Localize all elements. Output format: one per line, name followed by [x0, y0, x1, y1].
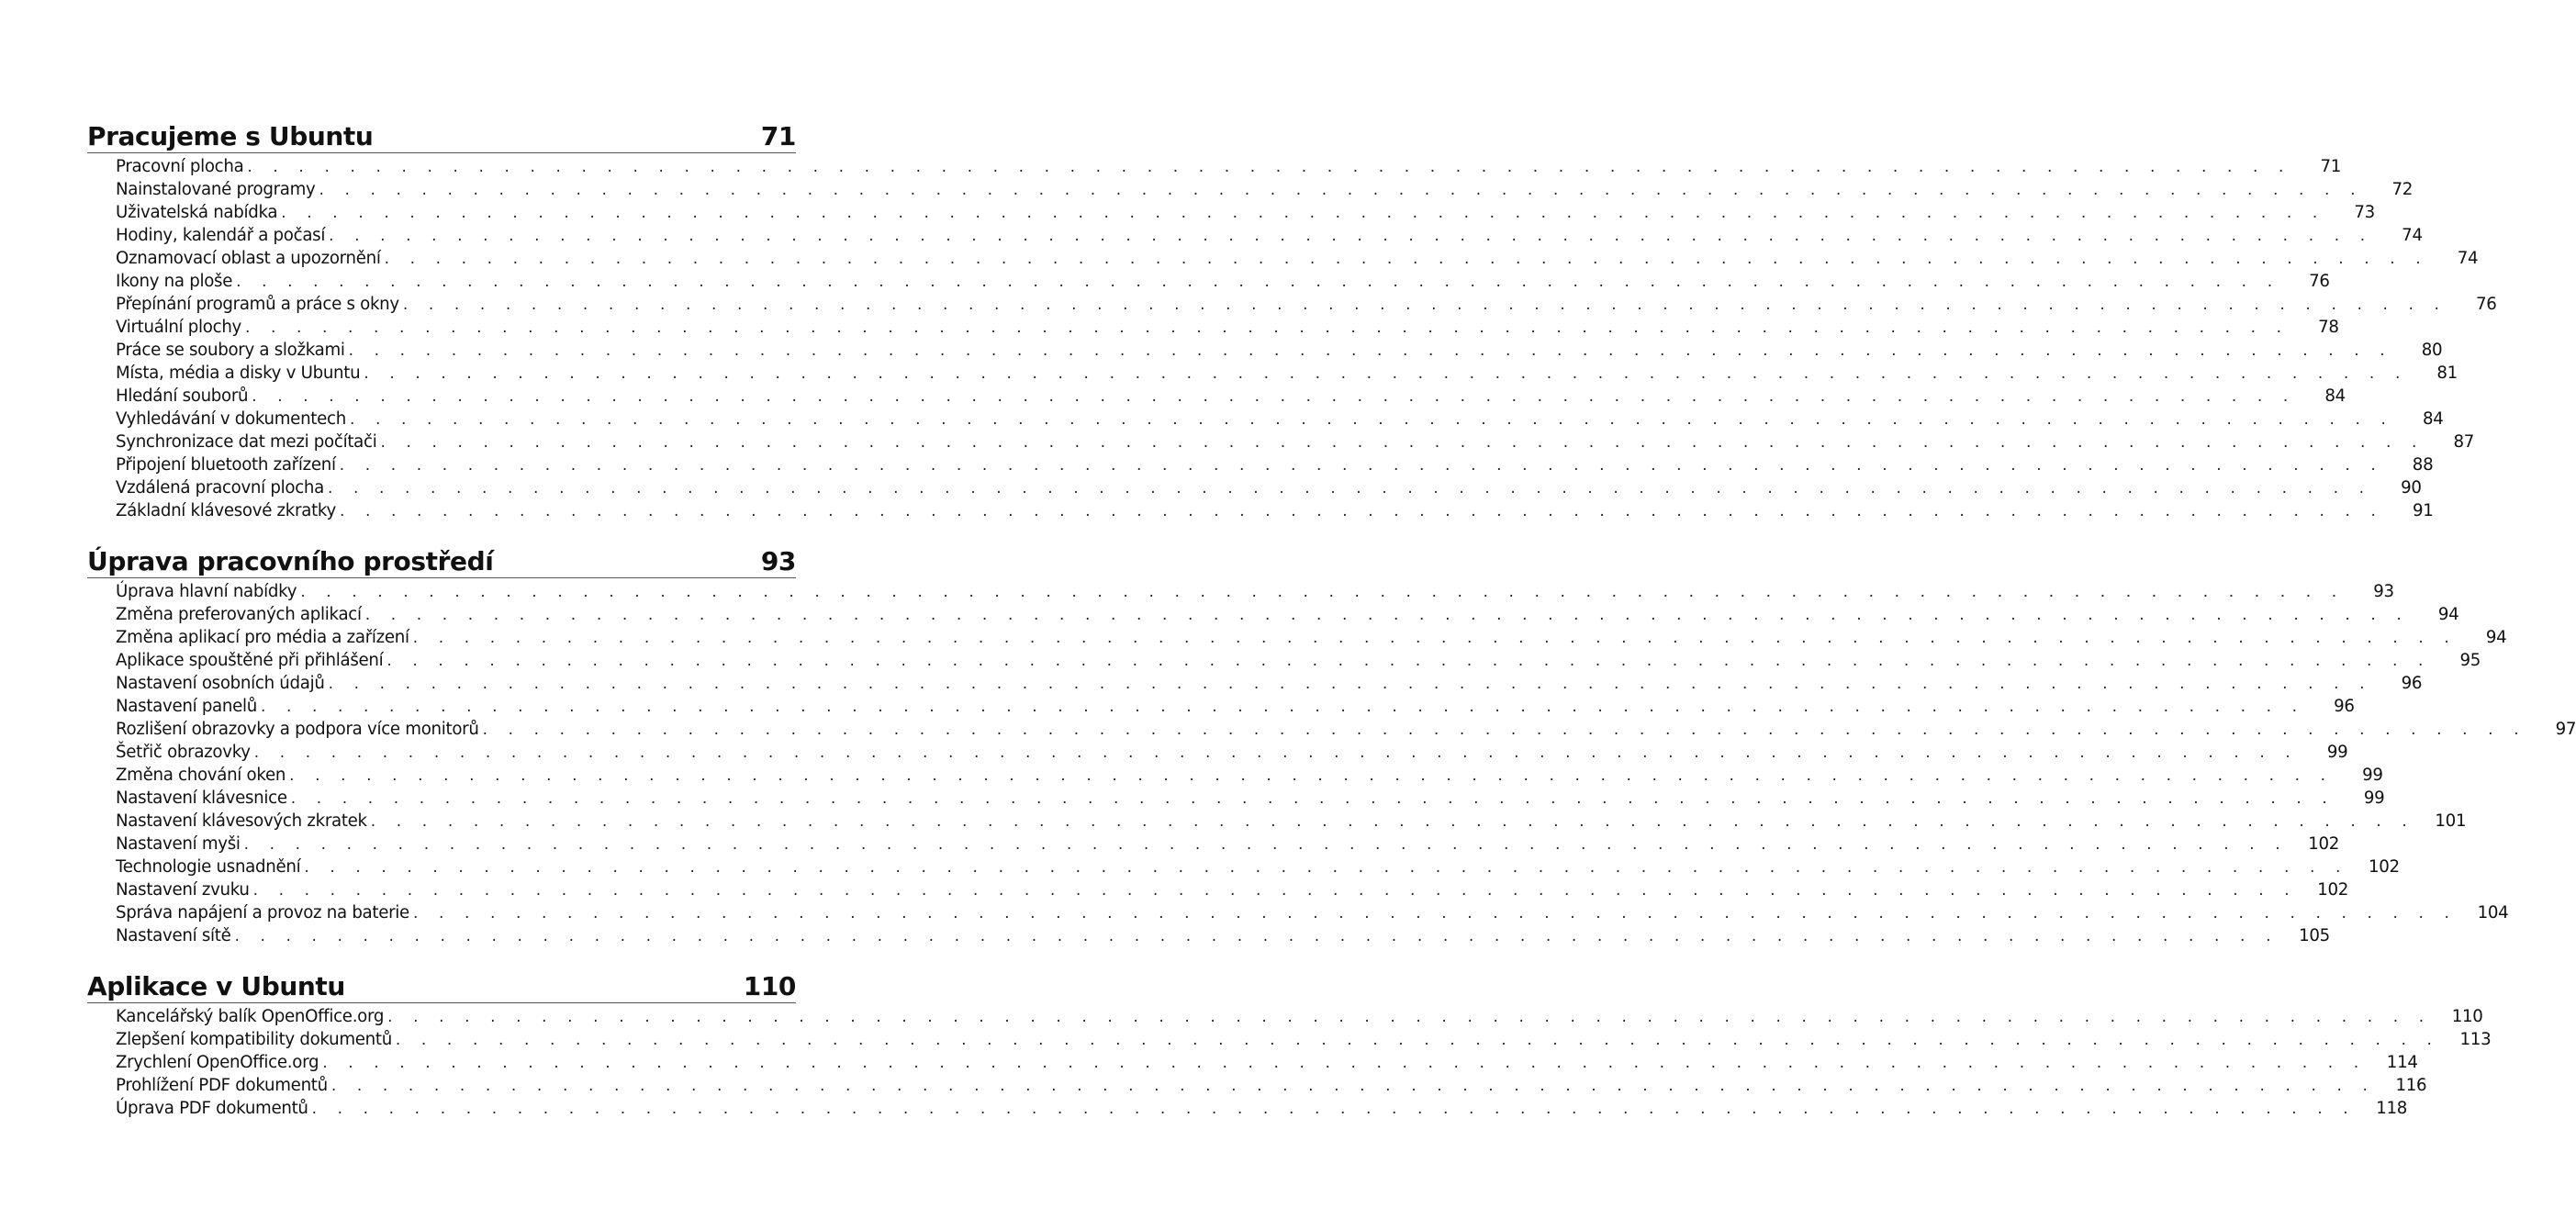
toc-section	[87, 119, 2497, 522]
toc-entry	[116, 178, 2414, 201]
dot-leader: . . . . . . . . . . . . . . . . . . . . . . . . . . . . . . . . . . . . . . . . . . . . . . . . . . . . . . . . . . . . . . . . . . . . . . . . . . . . . . . .	[380, 433, 2425, 452]
entry-title: Změna chování oken	[116, 766, 286, 785]
section-entries	[87, 580, 2576, 947]
toc-entry	[116, 580, 2394, 603]
entry-page-number: 116	[2395, 1076, 2427, 1095]
entry-page-number: 76	[2475, 295, 2497, 314]
entry-page-number: 99	[2326, 743, 2348, 762]
entry-title: Uživatelská nabídka	[116, 203, 278, 222]
toc-entry	[116, 362, 2458, 385]
entry-title: Zrychlení OpenOffice.org	[116, 1053, 319, 1072]
toc-entry	[116, 408, 2444, 431]
section-page-number: 71	[760, 121, 796, 151]
entry-page-number: 95	[2459, 651, 2481, 670]
dot-leader: . . . . . . . . . . . . . . . . . . . . . . . . . . . . . . . . . . . . . . . . . . . . . . . . . . . . . . . . . . . . . . . . . . . . . . . . . . . . . . . .	[412, 629, 2458, 647]
section-page-number: 110	[743, 971, 796, 1001]
entry-title: Ikony na ploše	[116, 272, 233, 291]
toc-entry	[116, 1097, 2408, 1120]
entry-title: Nastavení osobních údajů	[116, 674, 325, 693]
entry-page-number: 91	[2413, 501, 2434, 520]
entry-title: Rozlišení obrazovky a podpora více monitorů	[116, 720, 479, 739]
toc-entry	[116, 247, 2479, 270]
entry-title: Synchronizace dat mezi počítači	[116, 432, 377, 452]
toc-entry	[116, 672, 2423, 695]
entry-title: Zlepšení kompatibility dokumentů	[116, 1030, 392, 1049]
toc-entry	[116, 603, 2459, 626]
toc-entry	[116, 741, 2348, 764]
table-of-contents	[87, 119, 2576, 1120]
entry-title: Nastavení myši	[116, 834, 241, 854]
toc-entry	[116, 856, 2400, 878]
dot-leader: . . . . . . . . . . . . . . . . . . . . . . . . . . . . . . . . . . . . . . . . . . . . . . . . . . . . . . . . . . . . . . . . . . . . . . . . . . . . . . . .	[252, 387, 2296, 406]
entry-title: Nastavení klávesových zkratek	[116, 811, 367, 831]
entry-page-number: 87	[2453, 432, 2475, 452]
entry-page-number: 71	[2320, 157, 2342, 176]
entry-title: Nastavení panelů	[116, 697, 258, 716]
entry-page-number: 96	[2401, 674, 2423, 693]
dot-leader: . . . . . . . . . . . . . . . . . . . . . . . . . . . . . . . . . . . . . . . . . . . . . . . . . . . . . . . . . . . . . . . . . . . . . . . . . . . . . . . .	[328, 479, 2372, 498]
entry-title: Nastavení klávesnice	[116, 788, 287, 808]
entry-page-number: 81	[2436, 363, 2458, 383]
dot-leader: . . . . . . . . . . . . . . . . . . . . . . . . . . . . . . . . . . . . . . . . . . . . . . . . . . . . . . . . . . . . . . . . . . . . . . . . . . . . . . . .	[364, 606, 2410, 624]
section-title: Pracujeme s Ubuntu	[87, 121, 374, 151]
dot-leader: . . . . . . . . . . . . . . . . . . . . . . . . . . . . . . . . . . . . . . . . . . . . . . . . . . . . . . . . . . . . . . . . . . . . . . . . . . . . . . . .	[412, 904, 2458, 923]
entry-title: Vyhledávání v dokumentech	[116, 409, 346, 429]
dot-leader: . . . . . . . . . . . . . . . . . . . . . . . . . . . . . . . . . . . . . . . . . . . . . . . . . . . . . . . . . . . . . . . . . . . . . . . . . . . . . . . .	[319, 181, 2364, 199]
entry-page-number: 90	[2401, 478, 2422, 498]
toc-entry	[116, 1074, 2427, 1097]
toc-entry	[116, 626, 2507, 649]
entry-page-number: 84	[2423, 409, 2444, 429]
entry-title: Technologie usnadnění	[116, 857, 301, 877]
dot-leader: . . . . . . . . . . . . . . . . . . . . . . . . . . . . . . . . . . . . . . . . . . . . . . . . . . . . . . . . . . . . . . . . . . . . . . . . . . . . . . . .	[402, 296, 2447, 314]
dot-leader: . . . . . . . . . . . . . . . . . . . . . . . . . . . . . . . . . . . . . . . . . . . . . . . . . . . . . . . . . . . . . . . . . . . . . . . . . . . . . . . .	[328, 675, 2373, 693]
entry-title: Změna preferovaných aplikací	[116, 605, 362, 624]
dot-leader: . . . . . . . . . . . . . . . . . . . . . . . . . . . . . . . . . . . . . . . . . . . . . . . . . . . . . . . . . . . . . . . . . . . . . . . . . . . . . . . .	[261, 698, 2305, 716]
entry-title: Oznamovací oblast a upozornění	[116, 249, 381, 268]
dot-leader: . . . . . . . . . . . . . . . . . . . . . . . . . . . . . . . . . . . . . . . . . . . . . . . . . . . . . . . . . . . . . . . . . . . . . . . . . . . . . . . .	[300, 583, 2345, 601]
dot-leader: . . . . . . . . . . . . . . . . . . . . . . . . . . . . . . . . . . . . . . . . . . . . . . . . . . . . . . . . . . . . . . . . . . . . . . . . . . . . . . . .	[395, 1031, 2440, 1049]
toc-entry	[116, 201, 2375, 224]
entry-page-number: 113	[2459, 1030, 2492, 1049]
dot-leader: . . . . . . . . . . . . . . . . . . . . . . . . . . . . . . . . . . . . . . . . . . . . . . . . . . . . . . . . . . . . . . . . . . . . . . . . . . . . . . . .	[330, 1077, 2376, 1095]
entry-page-number: 97	[2555, 720, 2576, 739]
section-header	[87, 969, 796, 1003]
entry-page-number: 118	[2376, 1099, 2408, 1118]
dot-leader: . . . . . . . . . . . . . . . . . . . . . . . . . . . . . . . . . . . . . . . . . . . . . . . . . . . . . . . . . . . . . . . . . . . . . . . . . . . . . . . .	[482, 721, 2527, 739]
toc-entry	[116, 155, 2342, 178]
entry-page-number: 96	[2334, 697, 2355, 716]
entry-page-number: 99	[2363, 788, 2385, 808]
toc-entry	[116, 385, 2346, 408]
entry-page-number: 102	[2317, 880, 2349, 900]
entry-page-number: 104	[2477, 903, 2509, 923]
dot-leader: . . . . . . . . . . . . . . . . . . . . . . . . . . . . . . . . . . . . . . . . . . . . . . . . . . . . . . . . . . . . . . . . . . . . . . . . . . . . . . . .	[364, 364, 2408, 383]
dot-leader: . . . . . . . . . . . . . . . . . . . . . . . . . . . . . . . . . . . . . . . . . . . . . . . . . . . . . . . . . . . . . . . . . . . . . . . . . . . . . . . .	[245, 319, 2290, 337]
entry-title: Základní klávesové zkratky	[116, 501, 336, 520]
entry-page-number: 74	[2457, 249, 2479, 268]
toc-entry	[116, 476, 2422, 499]
section-page-number: 93	[760, 546, 796, 576]
entry-title: Aplikace spouštěné při přihlášení	[116, 651, 384, 670]
dot-leader: . . . . . . . . . . . . . . . . . . . . . . . . . . . . . . . . . . . . . . . . . . . . . . . . . . . . . . . . . . . . . . . . . . . . . . . . . . . . . . . .	[322, 1054, 2367, 1072]
entry-title: Kancelářský balík OpenOffice.org	[116, 1007, 385, 1026]
toc-entry	[116, 718, 2576, 741]
entry-page-number: 73	[2354, 203, 2375, 222]
entry-title: Nastavení zvuku	[116, 880, 250, 900]
toc-entry	[116, 1005, 2483, 1028]
entry-page-number: 93	[2373, 582, 2394, 601]
entry-page-number: 102	[2308, 834, 2340, 854]
dot-leader: . . . . . . . . . . . . . . . . . . . . . . . . . . . . . . . . . . . . . . . . . . . . . . . . . . . . . . . . . . . . . . . . . . . . . . . . . . . . . . . .	[370, 812, 2415, 831]
entry-title: Virtuální plochy	[116, 318, 242, 337]
toc-entry	[116, 810, 2467, 833]
entry-page-number: 99	[2362, 766, 2383, 785]
toc-entry	[116, 316, 2339, 339]
entry-title: Připojení bluetooth zařízení	[116, 455, 336, 475]
dot-leader: . . . . . . . . . . . . . . . . . . . . . . . . . . . . . . . . . . . . . . . . . . . . . . . . . . . . . . . . . . . . . . . . . . . . . . . . . . . . . . . .	[243, 835, 2289, 854]
entry-title: Místa, média a disky v Ubuntu	[116, 363, 361, 383]
toc-entry	[116, 878, 2349, 901]
toc-entry	[116, 1051, 2418, 1074]
toc-entry	[116, 764, 2383, 787]
toc-entry	[116, 901, 2509, 924]
section-title: Úprava pracovního prostředí	[87, 546, 494, 576]
dot-leader: . . . . . . . . . . . . . . . . . . . . . . . . . . . . . . . . . . . . . . . . . . . . . . . . . . . . . . . . . . . . . . . . . . . . . . . . . . . . . . . .	[349, 410, 2394, 429]
entry-page-number: 102	[2368, 857, 2400, 877]
entry-page-number: 74	[2402, 226, 2423, 245]
toc-section	[87, 969, 2492, 1120]
section-header	[87, 119, 796, 153]
dot-leader: . . . . . . . . . . . . . . . . . . . . . . . . . . . . . . . . . . . . . . . . . . . . . . . . . . . . . . . . . . . . . . . . . . . . . . . . . . . . . . . .	[386, 652, 2432, 670]
entry-title: Nastavení sítě	[116, 926, 231, 945]
dot-leader: . . . . . . . . . . . . . . . . . . . . . . . . . . . . . . . . . . . . . . . . . . . . . . . . . . . . . . . . . . . . . . . . . . . . . . . . . . . . . . . .	[247, 158, 2292, 176]
dot-leader: . . . . . . . . . . . . . . . . . . . . . . . . . . . . . . . . . . . . . . . . . . . . . . . . . . . . . . . . . . . . . . . . . . . . . . . . . . . . . . . .	[387, 1008, 2432, 1026]
entry-title: Přepínání programů a práce s okny	[116, 295, 399, 314]
entry-page-number: 114	[2386, 1053, 2418, 1072]
dot-leader: . . . . . . . . . . . . . . . . . . . . . . . . . . . . . . . . . . . . . . . . . . . . . . . . . . . . . . . . . . . . . . . . . . . . . . . . . . . . . . . .	[329, 227, 2373, 245]
entry-page-number: 72	[2391, 180, 2414, 199]
dot-leader: . . . . . . . . . . . . . . . . . . . . . . . . . . . . . . . . . . . . . . . . . . . . . . . . . . . . . . . . . . . . . . . . . . . . . . . . . . . . . . . .	[311, 1100, 2357, 1118]
entry-page-number: 76	[2309, 272, 2330, 291]
toc-entry	[116, 924, 2330, 947]
section-entries	[87, 155, 2497, 522]
entry-page-number: 88	[2412, 455, 2434, 475]
entry-title: Nainstalované programy	[116, 180, 316, 199]
dot-leader: . . . . . . . . . . . . . . . . . . . . . . . . . . . . . . . . . . . . . . . . . . . . . . . . . . . . . . . . . . . . . . . . . . . . . . . . . . . . . . . .	[236, 273, 2280, 291]
dot-leader: . . . . . . . . . . . . . . . . . . . . . . . . . . . . . . . . . . . . . . . . . . . . . . . . . . . . . . . . . . . . . . . . . . . . . . . . . . . . . . . .	[290, 789, 2335, 808]
entry-title: Úprava PDF dokumentů	[116, 1099, 308, 1118]
toc-entry	[116, 499, 2434, 522]
dot-leader: . . . . . . . . . . . . . . . . . . . . . . . . . . . . . . . . . . . . . . . . . . . . . . . . . . . . . . . . . . . . . . . . . . . . . . . . . . . . . . . .	[304, 858, 2348, 877]
entry-title: Správa napájení a provoz na baterie	[116, 903, 409, 923]
entry-title: Pracovní plocha	[116, 157, 244, 176]
entry-title: Úprava hlavní nabídky	[116, 582, 297, 601]
toc-entry	[116, 270, 2330, 293]
dot-leader: . . . . . . . . . . . . . . . . . . . . . . . . . . . . . . . . . . . . . . . . . . . . . . . . . . . . . . . . . . . . . . . . . . . . . . . . . . . . . . . .	[252, 881, 2298, 900]
section-header	[87, 544, 796, 578]
entry-title: Šetřič obrazovky	[116, 743, 251, 762]
entry-title: Prohlížení PDF dokumentů	[116, 1076, 328, 1095]
toc-entry	[116, 224, 2423, 247]
toc-entry	[116, 833, 2340, 856]
entry-page-number: 94	[2485, 628, 2507, 647]
toc-entry	[116, 1028, 2492, 1051]
toc-entry	[116, 695, 2355, 718]
entry-title: Změna aplikací pro média a zařízení	[116, 628, 409, 647]
section-entries	[87, 1005, 2492, 1120]
dot-leader: . . . . . . . . . . . . . . . . . . . . . . . . . . . . . . . . . . . . . . . . . . . . . . . . . . . . . . . . . . . . . . . . . . . . . . . . . . . . . . . .	[339, 456, 2384, 475]
toc-entry	[116, 453, 2434, 476]
dot-leader: . . . . . . . . . . . . . . . . . . . . . . . . . . . . . . . . . . . . . . . . . . . . . . . . . . . . . . . . . . . . . . . . . . . . . . . . . . . . . . . .	[289, 766, 2334, 785]
entry-page-number: 80	[2421, 341, 2443, 360]
entry-title: Hledání souborů	[116, 386, 249, 406]
toc-entry	[116, 293, 2497, 316]
dot-leader: . . . . . . . . . . . . . . . . . . . . . . . . . . . . . . . . . . . . . . . . . . . . . . . . . . . . . . . . . . . . . . . . . . . . . . . . . . . . . . . .	[281, 204, 2325, 222]
entry-page-number: 101	[2435, 811, 2467, 831]
dot-leader: . . . . . . . . . . . . . . . . . . . . . . . . . . . . . . . . . . . . . . . . . . . . . . . . . . . . . . . . . . . . . . . . . . . . . . . . . . . . . . . .	[234, 927, 2279, 945]
dot-leader: . . . . . . . . . . . . . . . . . . . . . . . . . . . . . . . . . . . . . . . . . . . . . . . . . . . . . . . . . . . . . . . . . . . . . . . . . . . . . . . .	[339, 502, 2384, 520]
toc-entry	[116, 431, 2475, 453]
section-title: Aplikace v Ubuntu	[87, 971, 345, 1001]
entry-page-number: 105	[2299, 926, 2330, 945]
entry-page-number: 110	[2451, 1007, 2483, 1026]
toc-entry	[116, 339, 2443, 362]
entry-page-number: 94	[2437, 605, 2459, 624]
entry-title: Práce se soubory a složkami	[116, 341, 345, 360]
entry-title: Vzdálená pracovní plocha	[116, 478, 324, 498]
dot-leader: . . . . . . . . . . . . . . . . . . . . . . . . . . . . . . . . . . . . . . . . . . . . . . . . . . . . . . . . . . . . . . . . . . . . . . . . . . . . . . . .	[384, 250, 2429, 268]
entry-page-number: 84	[2324, 386, 2346, 406]
entry-title: Hodiny, kalendář a počasí	[116, 226, 326, 245]
toc-entry	[116, 787, 2385, 810]
toc-section	[87, 544, 2576, 947]
dot-leader: . . . . . . . . . . . . . . . . . . . . . . . . . . . . . . . . . . . . . . . . . . . . . . . . . . . . . . . . . . . . . . . . . . . . . . . . . . . . . . . .	[348, 341, 2393, 360]
entry-page-number: 78	[2318, 318, 2339, 337]
dot-leader: . . . . . . . . . . . . . . . . . . . . . . . . . . . . . . . . . . . . . . . . . . . . . . . . . . . . . . . . . . . . . . . . . . . . . . . . . . . . . . . .	[253, 744, 2299, 762]
toc-entry	[116, 649, 2481, 672]
